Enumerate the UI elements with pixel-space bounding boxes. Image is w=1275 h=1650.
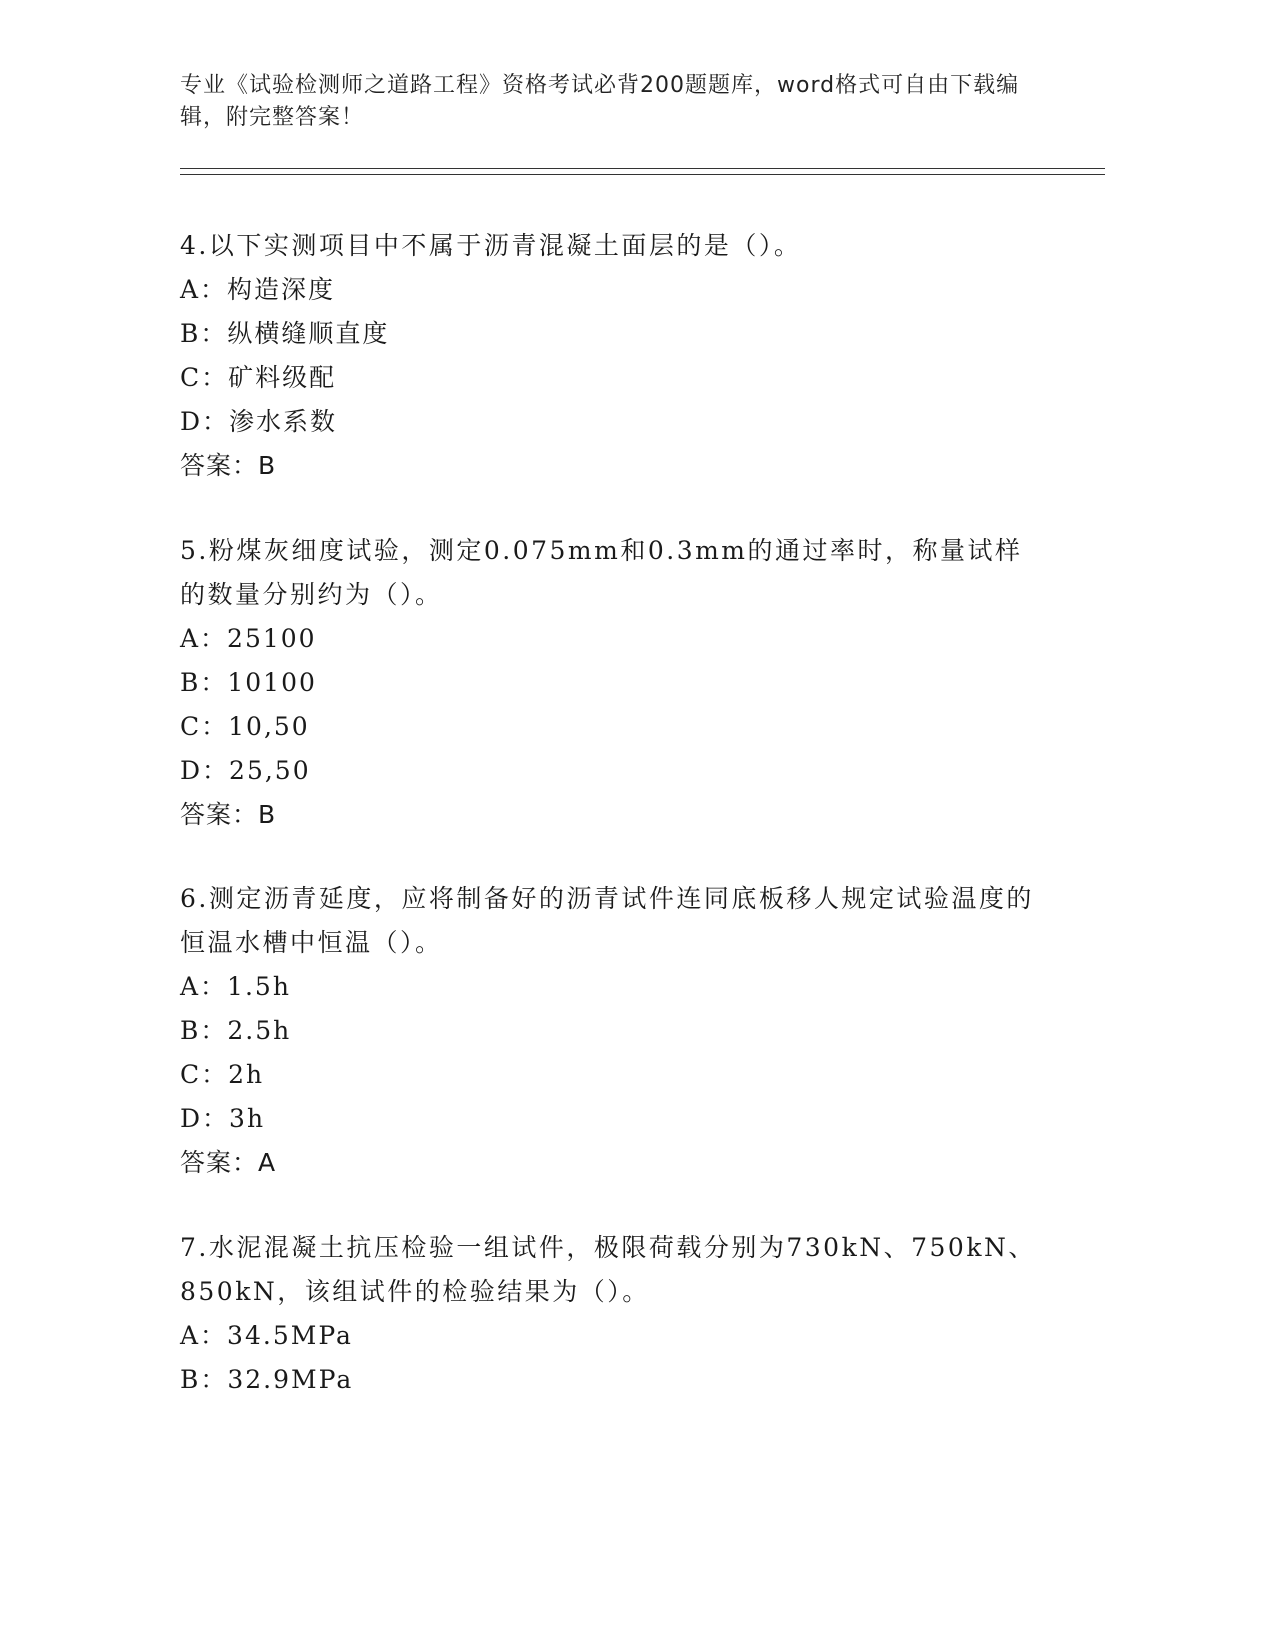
option-a: A：1.5h [180, 972, 291, 1001]
answer-label: 答案：A [180, 1148, 277, 1177]
option-d: D：25,50 [180, 756, 311, 785]
option-a: A：25100 [180, 624, 317, 653]
option-b: B：32.9MPa [180, 1365, 354, 1394]
answer-label: 答案：B [180, 451, 277, 480]
option-b: B：10100 [180, 668, 317, 697]
question-7 [180, 1226, 1040, 1402]
option-d: D：3h [180, 1104, 266, 1133]
question-5 [180, 529, 1040, 837]
option-a: A：构造深度 [180, 275, 336, 304]
document-header: 专业《试验检测师之道路工程》资格考试必背200题题库，word格式可自由下载编辑，附完整答案！ [180, 73, 1020, 130]
option-d: D：渗水系数 [180, 407, 338, 436]
question-stem: 4.以下实测项目中不属于沥青混凝土面层的是（）。 [180, 231, 802, 260]
option-c: C：10,50 [180, 712, 310, 741]
question-6 [180, 877, 1040, 1185]
option-c: C：矿料级配 [180, 363, 337, 392]
question-4 [180, 224, 1040, 488]
question-stem: 5.粉煤灰细度试验，测定0.075mm和0.3mm的通过率时，称量试样的数量分别约为（）。 [180, 536, 1023, 609]
question-stem: 6.测定沥青延度，应将制备好的沥青试件连同底板移人规定试验温度的恒温水槽中恒温（）。 [180, 884, 1034, 957]
option-b: B：2.5h [180, 1016, 292, 1045]
option-c: C：2h [180, 1060, 265, 1089]
header-divider-top [180, 168, 1105, 169]
question-stem: 7.水泥混凝土抗压检验一组试件，极限荷载分别为730kN、750kN、850kN，该组试件的检验结果为（）。 [180, 1233, 1036, 1306]
answer-label: 答案：B [180, 800, 277, 829]
header-divider-bottom [180, 174, 1105, 175]
option-b: B：纵横缝顺直度 [180, 319, 390, 348]
option-a: A：34.5MPa [180, 1321, 353, 1350]
